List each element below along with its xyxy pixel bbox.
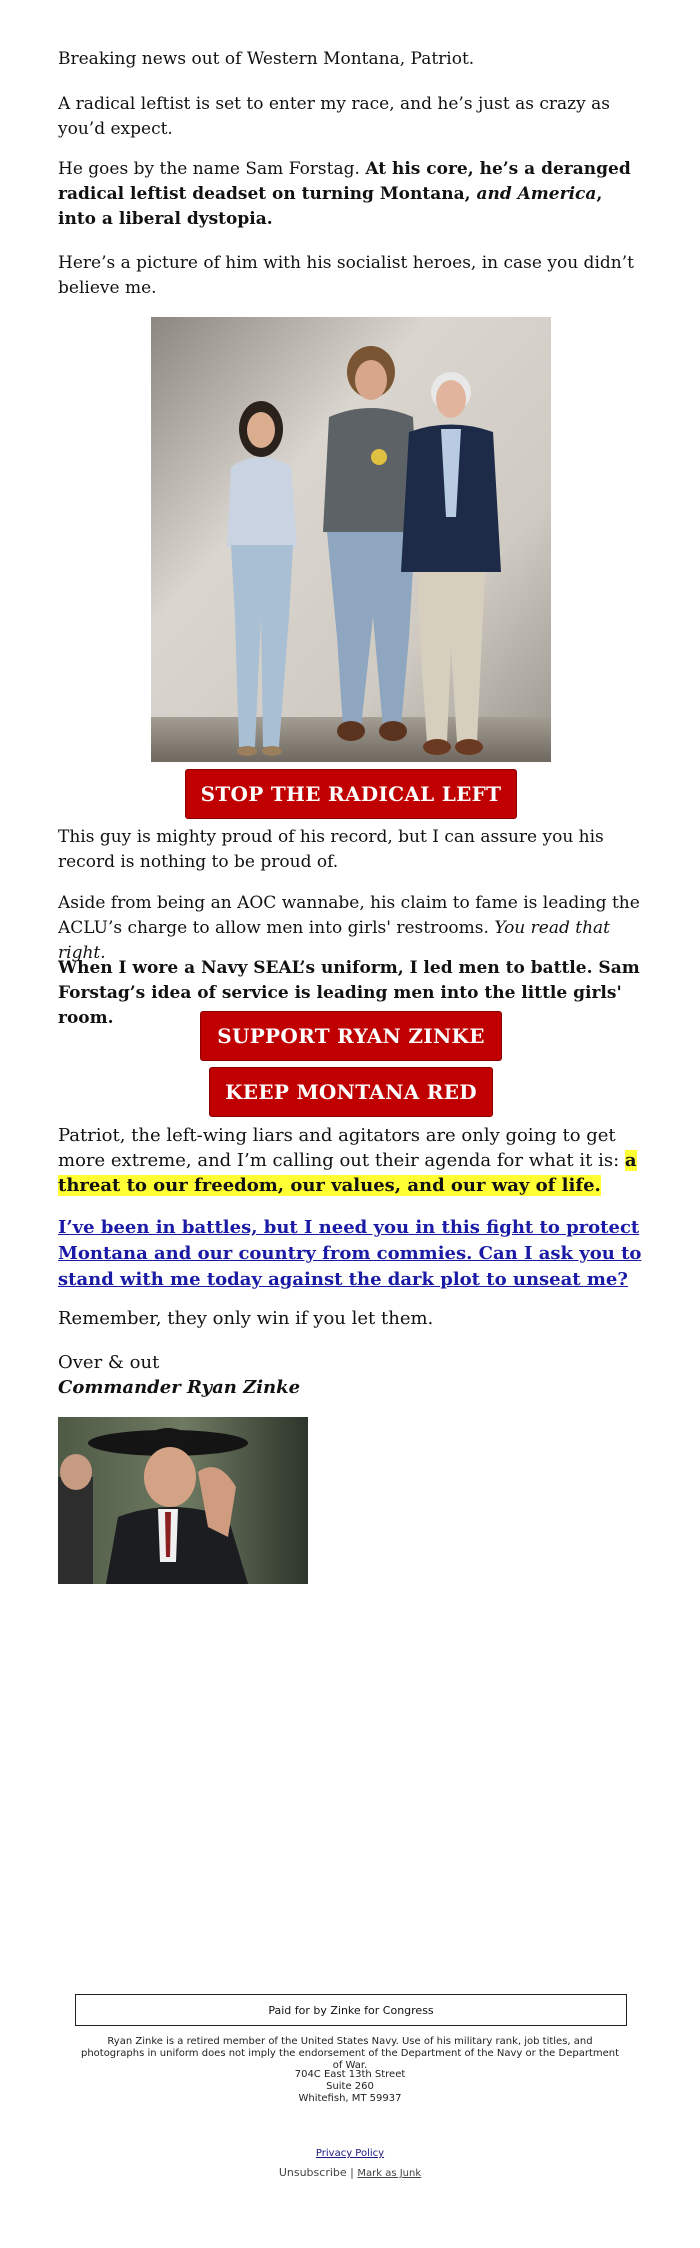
- p8-highlight: a threat to our freedom, our values, and our way of life.: [58, 1150, 637, 1196]
- p8-plain: Patriot, the left-wing liars and agitators are only going to get more extreme, and I’m calling out their agenda for what it is:: [58, 1125, 625, 1171]
- p3-bold-b: , into a liberal dystopia.: [58, 184, 603, 229]
- p6-plain: Aside from being an AOC wannabe, his claim to fame is leading the ACLU’s charge to allow men into girls' restrooms.: [58, 893, 640, 938]
- privacy-policy-link[interactable]: Privacy Policy: [315, 2148, 385, 2159]
- signature-block: [58, 1350, 300, 1400]
- signoff: Over & out: [58, 1352, 160, 1373]
- paragraph-record: This guy is mighty proud of his record, but I can assure you his record is nothing to be proud of.: [58, 827, 604, 872]
- address-line-3: Whitefish, MT 59937: [298, 2093, 402, 2104]
- keep-montana-red-button[interactable]: KEEP MONTANA RED: [209, 1067, 493, 1117]
- unsubscribe-row: [200, 2166, 500, 2179]
- donate-link[interactable]: I’ve been in battles, but I need you in this fight to protect Montana and our country from commies. Can I ask you to stand with me today against the dark plot to unseat me?: [58, 1217, 642, 1290]
- photo-commander-salute: [58, 1417, 308, 1584]
- unsubscribe-text[interactable]: Unsubscribe: [278, 2166, 347, 2179]
- paragraph-call-to-action: [58, 1215, 642, 1293]
- signature-name: Commander Ryan Zinke: [58, 1377, 301, 1398]
- paragraph-navy-seal: When I wore a Navy SEAL’s uniform, I led men to battle. Sam Forstag’s idea of service is leading men into the little girls' room.: [58, 958, 640, 1028]
- photo-three-people-image: [151, 317, 551, 762]
- paragraph-radical-leftist: A radical leftist is set to enter my race, and he’s just as crazy as you’d expect.: [58, 94, 611, 139]
- paid-for-disclaimer-box: Paid for by Zinke for Congress: [75, 1994, 627, 2026]
- p6-italic: You read that right.: [58, 918, 611, 963]
- mark-as-junk-link[interactable]: Mark as Junk: [357, 2168, 422, 2179]
- paragraph-intro: Breaking news out of Western Montana, Patriot.: [58, 49, 475, 69]
- paragraph-agenda: [58, 1123, 642, 1198]
- military-disclaimer: Ryan Zinke is a retired member of the United States Navy. Use of his military rank, job titles, and photographs in uniform does not imply the endorsement of the Department of the Navy or the Department of War.: [80, 2036, 620, 2071]
- paragraph-picture-intro: Here’s a picture of him with his socialist heroes, in case you didn’t believe me.: [58, 253, 634, 298]
- support-ryan-zinke-button[interactable]: SUPPORT RYAN ZINKE: [200, 1011, 502, 1061]
- paragraph-aoc-wannabe: [58, 891, 642, 966]
- paragraph-remember: Remember, they only win if you let them.: [58, 1308, 434, 1329]
- paragraph-sam-forstag: [58, 157, 642, 232]
- address-line-2: Suite 260: [326, 2081, 374, 2092]
- mailing-address: [200, 2069, 500, 2105]
- privacy-policy-container: [250, 2148, 450, 2159]
- photo-three-people[interactable]: [151, 317, 551, 762]
- separator: |: [350, 2166, 354, 2179]
- p3-bold-italic: and America: [476, 184, 597, 204]
- p3-plain: He goes by the name Sam Forstag.: [58, 159, 366, 179]
- address-line-1: 704C East 13th Street: [294, 2069, 406, 2080]
- stop-radical-left-button[interactable]: STOP THE RADICAL LEFT: [185, 769, 517, 819]
- photo-commander-salute-image: [58, 1417, 308, 1584]
- p3-bold-a: At his core, he’s a deranged radical leftist deadset on turning Montana,: [58, 159, 631, 204]
